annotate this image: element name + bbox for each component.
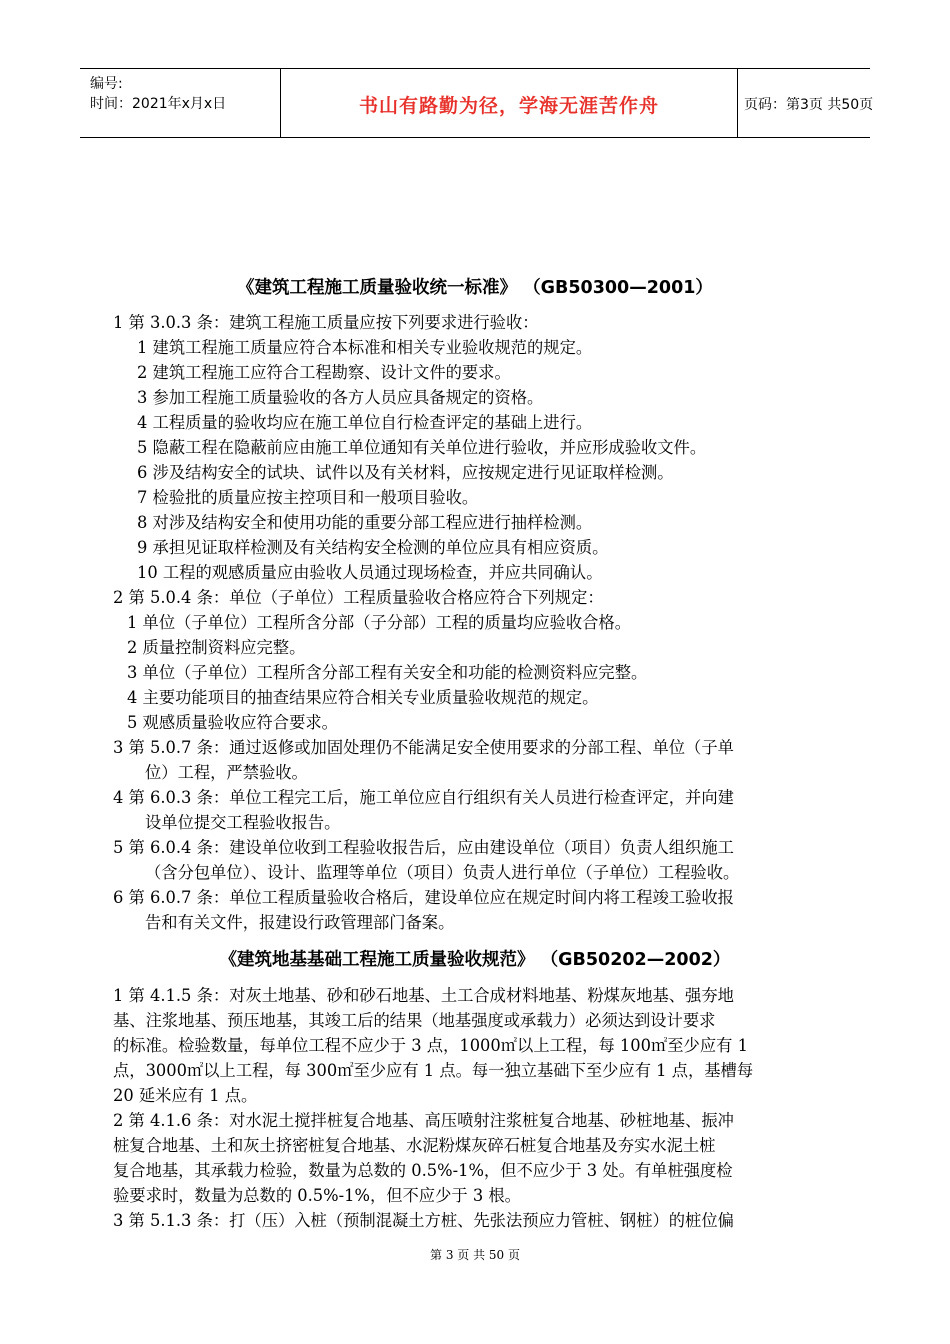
clause-continuation: （含分包单位）、设计、监理等单位（项目）负责人进行单位（子单位）工程验收。 — [145, 863, 740, 882]
clause-line: 2 第 5.0.4 条：单位（子单位）工程质量验收合格应符合下列规定： — [113, 588, 604, 607]
clause-continuation: 告和有关文件，报建设行政管理部门备案。 — [145, 913, 455, 932]
list-item: 3 参加工程施工质量验收的各方人员应具备规定的资格。 — [137, 388, 544, 407]
list-item: 5 隐蔽工程在隐蔽前应由施工单位通知有关单位进行验收，并应形成验收文件。 — [137, 438, 707, 457]
clause-continuation: 20 延米应有 1 点。 — [113, 1086, 258, 1105]
list-item: 3 单位（子单位）工程所含分部工程有关安全和功能的检测资料应完整。 — [127, 663, 648, 682]
page-code: 页码：第3页 共50页 — [744, 97, 874, 113]
header-motto-cell — [280, 69, 738, 137]
list-item: 6 涉及结构安全的试块、试件以及有关材料，应按规定进行见证取样检测。 — [137, 463, 674, 482]
list-item: 1 建筑工程施工质量应符合本标准和相关专业验收规范的规定。 — [137, 338, 593, 357]
clause-continuation: 复合地基，其承载力检验，数量为总数的 0.5%-1%，但不应少于 3 处。有单桩强度检 — [113, 1161, 733, 1180]
clause-continuation: 桩复合地基、土和灰土挤密桩复合地基、水泥粉煤灰碎石桩复合地基及夯实水泥土桩 — [113, 1136, 716, 1155]
list-item: 2 质量控制资料应完整。 — [127, 638, 306, 657]
header-info-cell — [80, 69, 280, 137]
clause-line: 2 第 4.1.6 条：对水泥土搅拌桩复合地基、高压喷射注浆桩复合地基、砂桩地基、振冲 — [113, 1111, 734, 1130]
clause-line: 6 第 6.0.7 条：单位工程质量验收合格后，建设单位应在规定时间内将工程竣工验收报 — [113, 888, 734, 907]
header-page-cell — [736, 69, 874, 137]
list-item: 5 观感质量验收应符合要求。 — [127, 713, 338, 732]
clause-continuation: 验要求时，数量为总数的 0.5%-1%，但不应少于 3 根。 — [113, 1186, 521, 1205]
list-item: 9 承担见证取样检测及有关结构安全检测的单位应具有相应资质。 — [137, 538, 609, 557]
clause-continuation: 基、注浆地基、预压地基，其竣工后的结果（地基强度或承载力）必须达到设计要求 — [113, 1011, 716, 1030]
list-item: 4 主要功能项目的抽查结果应符合相关专业质量验收规范的规定。 — [127, 688, 599, 707]
list-item: 7 检验批的质量应按主控项目和一般项目验收。 — [137, 488, 479, 507]
list-item: 8 对涉及结构安全和使用功能的重要分部工程应进行抽样检测。 — [137, 513, 593, 532]
clause-line: 3 第 5.1.3 条：打（压）入桩（预制混凝土方桩、先张法预应力管桩、钢桩）的桩位偏 — [113, 1211, 734, 1230]
date-label: 时间：2021年x月x日 — [90, 96, 227, 112]
document-number-label: 编号: — [90, 76, 123, 92]
list-item: 2 建筑工程施工应符合工程勘察、设计文件的要求。 — [137, 363, 511, 382]
page-footer: 第 3 页 共 50 页 — [430, 1248, 520, 1262]
clause-line: 4 第 6.0.3 条：单位工程完工后，施工单位应自行组织有关人员进行检查评定，并向建 — [113, 788, 734, 807]
clause-continuation: 的标准。检验数量，每单位工程不应少于 3 点，1000㎡以上工程，每 100㎡至少应有 1 — [113, 1036, 748, 1055]
page-header — [80, 68, 874, 138]
clause-line: 1 第 4.1.5 条：对灰土地基、砂和砂石地基、土工合成材料地基、粉煤灰地基、强夯地 — [113, 986, 734, 1005]
section-title-gb50202: 《建筑地基基础工程施工质量验收规范》 （GB50202—2002） — [219, 950, 731, 970]
clause-continuation: 设单位提交工程验收报告。 — [145, 813, 341, 832]
section-title-gb50300: 《建筑工程施工质量验收统一标准》 （GB50300—2001） — [237, 278, 713, 298]
list-item: 4 工程质量的验收均应在施工单位自行检查评定的基础上进行。 — [137, 413, 593, 432]
clause-continuation: 点，3000㎡以上工程，每 300㎡至少应有 1 点。每一独立基础下至少应有 1 点，基槽每 — [113, 1061, 754, 1080]
clause-line: 3 第 5.0.7 条：通过返修或加固处理仍不能满足安全使用要求的分部工程、单位（子单 — [113, 738, 734, 757]
clause-line: 1 第 3.0.3 条：建筑工程施工质量应按下列要求进行验收： — [113, 313, 539, 332]
list-item: 10 工程的观感质量应由验收人员通过现场检查，并应共同确认。 — [137, 563, 603, 582]
clause-line: 5 第 6.0.4 条：建设单位收到工程验收报告后，应由建设单位（项目）负责人组织施工 — [113, 838, 734, 857]
list-item: 1 单位（子单位）工程所含分部（子分部）工程的质量均应验收合格。 — [127, 613, 631, 632]
clause-continuation: 位）工程，严禁验收。 — [145, 763, 308, 782]
motto-text: 书山有路勤为径，学海无涯苦作舟 — [358, 95, 659, 117]
